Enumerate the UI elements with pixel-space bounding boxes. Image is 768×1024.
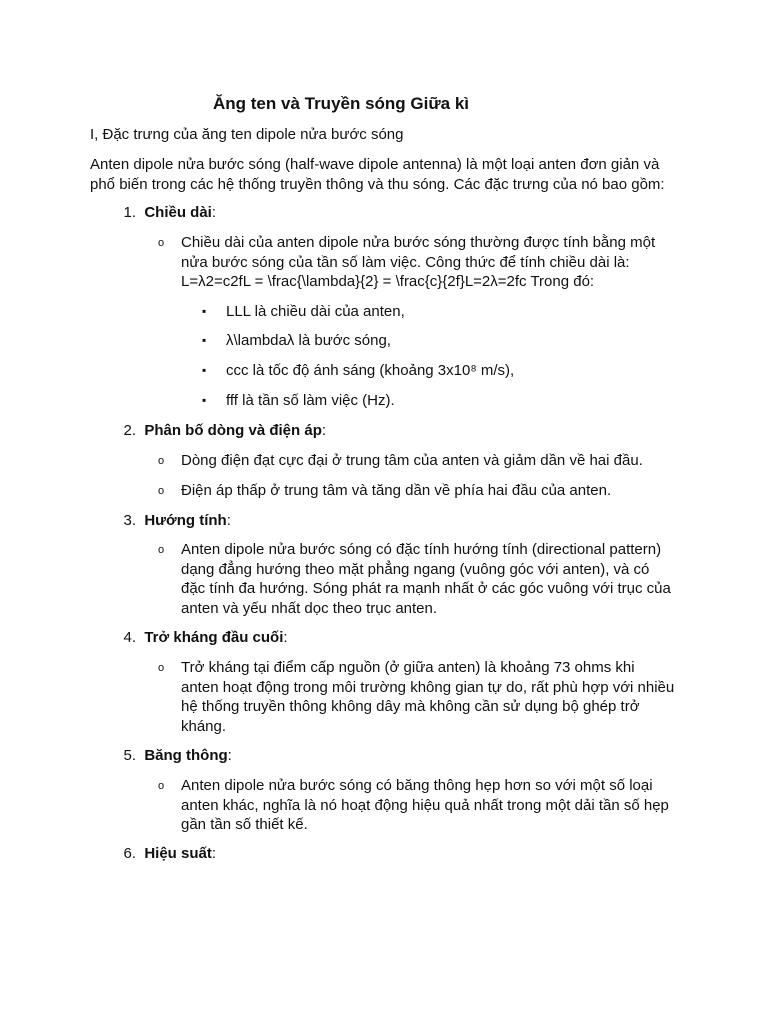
item-label: Hiệu suất (144, 845, 212, 862)
square-bullet-item (202, 331, 391, 351)
circle-bullet-icon: o (158, 662, 165, 674)
square-bullet-item (202, 391, 395, 411)
item-colon: : (227, 747, 232, 764)
sub-item (158, 233, 681, 292)
item-colon: : (321, 422, 327, 439)
sub-item-line: kháng. (181, 717, 227, 735)
circle-bullet-icon: o (158, 544, 165, 556)
intro-line: phổ biến trong các hệ thống truyền thông và thu sóng. Các đặc trưng của nó bao gồm: (90, 175, 665, 193)
intro-paragraph (90, 155, 690, 194)
item-label: Chiều dài (144, 204, 212, 221)
sub-item-line: Anten dipole nửa bước sóng có băng thông hẹp hơn so với một số loại (181, 777, 653, 794)
sub-item (158, 658, 681, 736)
sub-item-line: anten và yếu nhất dọc theo trục anten. (181, 599, 438, 617)
sub-item-line: L=λ2=c2fL = \frac{\lambda}{2} = \frac{c}{2f}L=2λ=2fc Trong đó: (181, 273, 595, 291)
sub-item-line: hệ thống truyền thông không dây mà không cần sử dụng bộ ghép trở (181, 698, 640, 716)
square-bullet-icon: ▪ (202, 333, 207, 347)
sub-item-line: Dòng điện đạt cực đại ở trung tâm của anten và giảm dần về hai đầu. (181, 452, 643, 469)
document-title: Ăng ten và Truyền sóng Giữa kì (213, 94, 470, 113)
sub-item-line: Anten dipole nửa bước sóng có đặc tính hướng tính (directional pattern) (181, 541, 662, 558)
square-bullet-item (202, 302, 405, 322)
item-colon: : (211, 204, 217, 221)
item-label: Phân bố dòng và điện áp (144, 422, 322, 439)
section-heading: I, Đặc trưng của ăng ten dipole nửa bước sóng (90, 126, 404, 143)
sub-item-line: đặc tính đa hướng. Sóng phát ra mạnh nhất ở các góc vuông với trục của (181, 580, 671, 598)
list-item-4 (90, 628, 690, 648)
list-item-1 (90, 203, 690, 223)
item-number: 6. (123, 845, 136, 862)
sub-item-line: dạng đẳng hướng theo mặt phẳng ngang (vuông góc với anten), và có (181, 560, 650, 578)
circle-bullet-icon: o (158, 237, 165, 249)
sub-item (158, 481, 681, 501)
list-item-2 (90, 421, 690, 441)
list-item-3 (90, 511, 690, 531)
sub-item (158, 540, 681, 618)
item-number: 1. (123, 204, 136, 221)
sub-item-line: Trở kháng tại điểm cấp nguồn (ở giữa anten) là khoảng 73 ohms khi (181, 659, 635, 676)
circle-bullet-icon: o (158, 455, 165, 467)
sub-item-line: Điện áp thấp ở trung tâm và tăng dần về phía hai đầu của anten. (181, 482, 612, 499)
sub-item-line: Chiều dài của anten dipole nửa bước sóng thường được tính bằng một (181, 234, 656, 251)
circle-bullet-icon: o (158, 780, 165, 792)
square-bullet-item (202, 361, 515, 381)
sub-item-line: gần tần số thiết kế. (181, 816, 308, 834)
list-item-5 (90, 746, 690, 766)
item-label: Hướng tính (144, 512, 227, 529)
item-number: 4. (123, 629, 136, 646)
bullet-text: fff là tần số làm việc (Hz). (226, 392, 395, 409)
sub-item (158, 776, 681, 835)
item-colon: : (226, 512, 231, 529)
square-bullet-icon: ▪ (202, 304, 207, 318)
item-colon: : (211, 845, 217, 862)
intro-line: Anten dipole nửa bước sóng (half-wave dipole antenna) là một loại anten đơn giản và (90, 156, 660, 173)
item-colon: : (283, 629, 288, 646)
bullet-text: λ\lambdaλ là bước sóng, (226, 332, 391, 349)
item-label: Băng thông (144, 747, 228, 764)
item-number: 5. (123, 747, 136, 764)
item-label: Trở kháng đầu cuối (144, 629, 284, 646)
sub-item-line: anten hoạt động trong môi trường không gian tự do, rất phù hợp với nhiều (181, 678, 675, 696)
sub-item-line: anten khác, nghĩa là nó hoạt động hiệu quả nhất trong một dải tần số hẹp (181, 796, 669, 814)
list-item-6 (90, 844, 690, 864)
sub-item (158, 451, 681, 471)
item-number: 2. (123, 422, 136, 439)
sub-item-line: nửa bước sóng của tần số làm việc. Công thức để tính chiều dài là: (181, 253, 630, 271)
item-number: 3. (123, 512, 136, 529)
bullet-text: ccc là tốc độ ánh sáng (khoảng 3x10⁸ m/s), (226, 362, 515, 379)
bullet-text: LLL là chiều dài của anten, (226, 303, 405, 320)
square-bullet-icon: ▪ (202, 393, 207, 407)
circle-bullet-icon: o (158, 485, 165, 497)
square-bullet-icon: ▪ (202, 363, 207, 377)
